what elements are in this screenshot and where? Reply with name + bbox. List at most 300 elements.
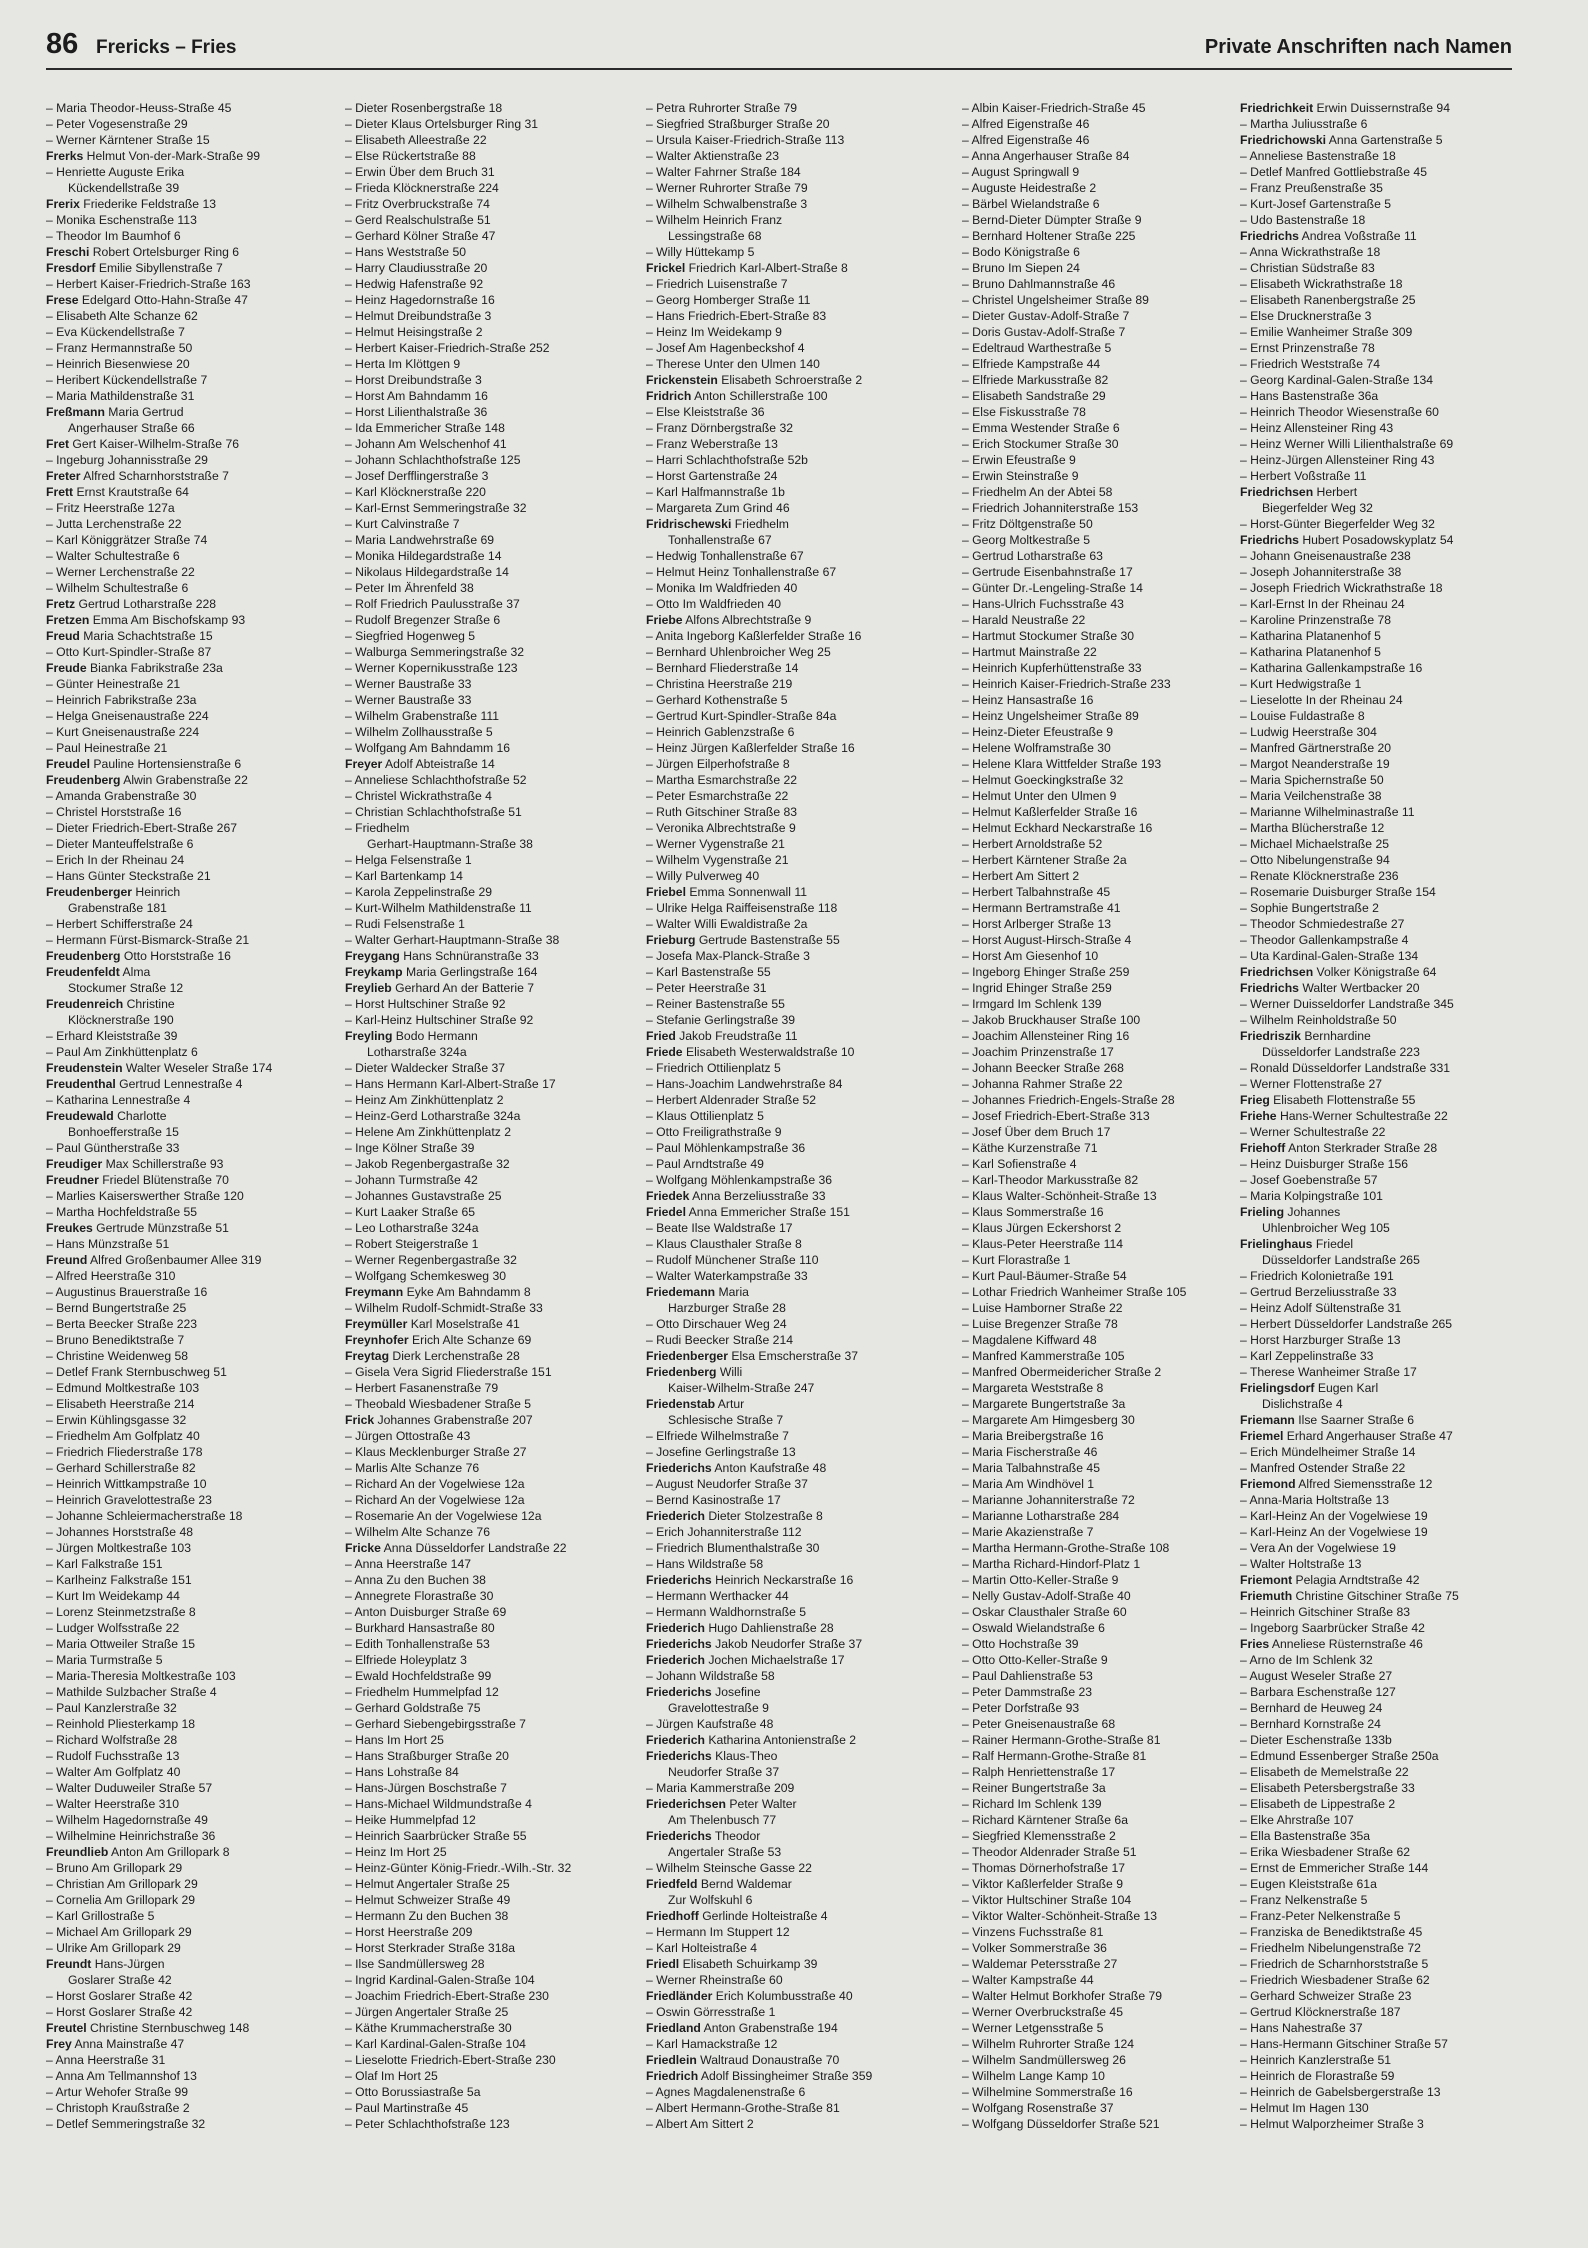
entry-text: – Werner Duisseldorfer Landstraße 345 — [1240, 997, 1454, 1011]
surname: Friederichsen — [646, 1797, 726, 1811]
directory-entry — [345, 788, 627, 804]
directory-entry — [646, 1476, 928, 1492]
directory-entry — [1240, 676, 1522, 692]
entry-text: – Siegfried Hogenweg 5 — [345, 629, 476, 643]
directory-entry — [1240, 1316, 1522, 1332]
directory-entry — [646, 1876, 928, 1892]
entry-text: – Elfriede Markusstraße 82 — [962, 373, 1109, 387]
entry-text: – Wilhelm Ruhrorter Straße 124 — [962, 2037, 1135, 2051]
directory-entry — [962, 644, 1244, 660]
directory-entry — [345, 516, 627, 532]
directory-entry — [962, 564, 1244, 580]
directory-entry — [1240, 900, 1522, 916]
directory-entry — [646, 852, 928, 868]
directory-entry — [646, 628, 928, 644]
directory-entry — [1240, 1812, 1522, 1828]
entry-text: Gertrude Bastenstraße 55 — [695, 933, 840, 947]
directory-entry — [345, 372, 627, 388]
entry-text: – Marianne Wilhelminastraße 11 — [1240, 805, 1415, 819]
directory-entry — [345, 1604, 627, 1620]
directory-entry — [962, 340, 1244, 356]
entry-text: – Horst Goslarer Straße 42 — [46, 1989, 193, 2003]
entry-text: – Karl Zeppelinstraße 33 — [1240, 1349, 1374, 1363]
entry-text: – Horst August-Hirsch-Straße 4 — [962, 933, 1132, 947]
directory-entry — [345, 884, 627, 900]
directory-entry — [46, 692, 328, 708]
directory-entry — [345, 1396, 627, 1412]
entry-text: – Werner Regenbergastraße 32 — [345, 1253, 517, 1267]
surname: Friedek — [646, 1189, 690, 1203]
entry-text: – Gerhard Schillerstraße 82 — [46, 1461, 196, 1475]
entry-text: – Ulrike Helga Raiffeisenstraße 118 — [646, 901, 838, 915]
entry-text: Gertrude Münzstraße 51 — [92, 1221, 229, 1235]
entry-text: – Wilhelm Alte Schanze 76 — [345, 1525, 490, 1539]
entry-text: Alfred Siemensstraße 12 — [1295, 1477, 1433, 1491]
entry-text: – Heinz Ungelsheimer Straße 89 — [962, 709, 1139, 723]
directory-entry — [646, 452, 928, 468]
directory-entry — [1240, 1876, 1522, 1892]
directory-entry — [46, 724, 328, 740]
directory-entry — [962, 1316, 1244, 1332]
entry-text: – Maria Ottweiler Straße 15 — [46, 1637, 196, 1651]
directory-entry — [1240, 1988, 1522, 2004]
directory-entry — [46, 372, 328, 388]
directory-entry — [646, 212, 928, 228]
entry-text: – Fritz Overbruckstraße 74 — [345, 197, 490, 211]
entry-text: – Georg Moltkestraße 5 — [962, 533, 1091, 547]
directory-entry — [46, 1428, 328, 1444]
directory-entry — [1240, 1508, 1522, 1524]
entry-text: – Rudi Beecker Straße 214 — [646, 1333, 794, 1347]
directory-column-3 — [646, 100, 928, 2132]
entry-text: Klöcknerstraße 190 — [68, 1013, 174, 1027]
entry-text: – Uta Kardinal-Galen-Straße 134 — [1240, 949, 1419, 963]
directory-entry — [962, 884, 1244, 900]
entry-text: – Friedhelm An der Abtei 58 — [962, 485, 1113, 499]
entry-text: – Gertrud Kurt-Spindler-Straße 84a — [646, 709, 837, 723]
directory-entry — [1240, 452, 1522, 468]
directory-entry — [46, 1972, 328, 1988]
entry-text: – Wilhelm Sandmüllersweg 26 — [962, 2053, 1126, 2067]
entry-text: – Helene Wolframstraße 30 — [962, 741, 1111, 755]
directory-entry — [1240, 564, 1522, 580]
entry-text: – Otto Kurt-Spindler-Straße 87 — [46, 645, 212, 659]
directory-entry — [1240, 836, 1522, 852]
entry-text: – Johannes Friedrich-Engels-Straße 28 — [962, 1093, 1175, 1107]
surname: Friedenberger — [646, 1349, 728, 1363]
directory-entry — [1240, 1204, 1522, 1220]
directory-entry — [1240, 660, 1522, 676]
entry-text: Johannes — [1284, 1205, 1341, 1219]
directory-entry — [345, 612, 627, 628]
directory-entry — [962, 1620, 1244, 1636]
entry-text: – Heike Hummelpfad 12 — [345, 1813, 476, 1827]
entry-text: Pelagia Arndtstraße 42 — [1292, 1573, 1420, 1587]
entry-text: – Lieselotte Friedrich-Ebert-Straße 230 — [345, 2053, 556, 2067]
directory-entry — [46, 1620, 328, 1636]
entry-text: Tonhallenstraße 67 — [668, 533, 772, 547]
directory-entry — [962, 324, 1244, 340]
directory-entry — [46, 1716, 328, 1732]
entry-text: – Erwin Steinstraße 9 — [962, 469, 1079, 483]
entry-text: Helmut Von-der-Mark-Straße 99 — [83, 149, 261, 163]
entry-text: – Maria Kolpingstraße 101 — [1240, 1189, 1383, 1203]
directory-entry — [962, 980, 1244, 996]
entry-text: – Helene Am Zinkhüttenplatz 2 — [345, 1125, 511, 1139]
directory-entry — [345, 1908, 627, 1924]
directory-entry — [345, 852, 627, 868]
entry-text: – Karl Falkstraße 151 — [46, 1557, 163, 1571]
entry-text: – Anna Heerstraße 31 — [46, 2053, 166, 2067]
entry-text: Ilse Saarner Straße 6 — [1294, 1413, 1415, 1427]
entry-text: – Dieter Waldecker Straße 37 — [345, 1061, 506, 1075]
entry-text: Bernhardine — [1300, 1029, 1371, 1043]
directory-entry — [345, 228, 627, 244]
directory-entry — [345, 1732, 627, 1748]
directory-entry — [962, 1268, 1244, 1284]
surname: Freudenthal — [46, 1077, 116, 1091]
entry-text: – Gertrude Eisenbahnstraße 17 — [962, 565, 1133, 579]
entry-text: – Horst Heerstraße 209 — [345, 1925, 473, 1939]
directory-entry — [962, 1524, 1244, 1540]
entry-text: – Margot Neanderstraße 19 — [1240, 757, 1390, 771]
entry-text: – Elisabeth Alte Schanze 62 — [46, 309, 198, 323]
entry-text: Dieter Stolzestraße 8 — [704, 1509, 823, 1523]
directory-entry — [962, 708, 1244, 724]
directory-entry — [345, 452, 627, 468]
surname: Friedfeld — [646, 1877, 698, 1891]
entry-text: – Karl Königgrätzer Straße 74 — [46, 533, 208, 547]
entry-text: – Martha Juliusstraße 6 — [1240, 117, 1368, 131]
entry-text: – Willy Hüttekamp 5 — [646, 245, 755, 259]
entry-text: Anton Am Grillopark 8 — [108, 1845, 230, 1859]
directory-entry — [646, 1300, 928, 1316]
entry-text: – Werner Baustraße 33 — [345, 693, 472, 707]
entry-text: – Karoline Prinzenstraße 78 — [1240, 613, 1392, 627]
entry-text: – Christel Wickrathstraße 4 — [345, 789, 492, 803]
entry-text: Kaiser-Wilhelm-Straße 247 — [668, 1381, 815, 1395]
entry-text: – Kurt Paul-Bäumer-Straße 54 — [962, 1269, 1127, 1283]
entry-text: – Oswald Wielandstraße 6 — [962, 1621, 1105, 1635]
entry-text: – Karl Kardinal-Galen-Straße 104 — [345, 2037, 526, 2051]
entry-text: – Heinz-Gerd Lotharstraße 324a — [345, 1109, 521, 1123]
entry-text: – Johann Turmstraße 42 — [345, 1173, 478, 1187]
directory-entry — [46, 1172, 328, 1188]
section-title: Private Anschriften nach Namen — [1204, 36, 1512, 58]
entry-text: – Burkhard Hansastraße 80 — [345, 1621, 495, 1635]
entry-text: Hubert Posadowskyplatz 54 — [1298, 533, 1454, 547]
entry-text: – Petra Ruhrorter Straße 79 — [646, 101, 798, 115]
entry-text: Maria — [715, 1285, 749, 1299]
directory-entry — [962, 2004, 1244, 2020]
entry-text: – Helmut Heinz Tonhallenstraße 67 — [646, 565, 837, 579]
directory-entry — [46, 308, 328, 324]
entry-text: Schlesische Straße 7 — [668, 1413, 784, 1427]
entry-text: – Walter Fahrner Straße 184 — [646, 165, 801, 179]
entry-text: – Dieter Gustav-Adolf-Straße 7 — [962, 309, 1130, 323]
directory-entry — [646, 756, 928, 772]
directory-entry — [646, 436, 928, 452]
entry-text: Christine Sternbuschweg 148 — [86, 2021, 250, 2035]
entry-text: – Klaus Walter-Schönheit-Straße 13 — [962, 1189, 1157, 1203]
directory-entry — [962, 468, 1244, 484]
directory-entry — [646, 1940, 928, 1956]
directory-entry — [345, 2116, 627, 2132]
entry-text: – Jürgen Ottostraße 43 — [345, 1429, 471, 1443]
directory-entry — [46, 1540, 328, 1556]
entry-text: – Helmut Im Hagen 130 — [1240, 2101, 1369, 2115]
entry-text: – Anna Heerstraße 147 — [345, 1557, 472, 1571]
entry-text: – Bernhard Holtener Straße 225 — [962, 229, 1136, 243]
directory-entry — [345, 1428, 627, 1444]
directory-entry — [962, 2084, 1244, 2100]
entry-text: Hugo Dahlienstraße 28 — [704, 1621, 834, 1635]
surname: Fresdorf — [46, 261, 96, 275]
entry-text: Bodo Hermann — [392, 1029, 478, 1043]
directory-entry — [345, 1700, 627, 1716]
directory-entry — [1240, 1908, 1522, 1924]
entry-text: Am Thelenbusch 77 — [668, 1813, 777, 1827]
directory-entry — [962, 1332, 1244, 1348]
directory-entry — [962, 1444, 1244, 1460]
directory-entry — [962, 1396, 1244, 1412]
entry-text: – Peter Gneisenaustraße 68 — [962, 1717, 1116, 1731]
entry-text: – Paul Güntherstraße 33 — [46, 1141, 180, 1155]
surname: Friemond — [1240, 1477, 1296, 1491]
directory-entry — [1240, 132, 1522, 148]
directory-entry — [962, 1508, 1244, 1524]
entry-text: Erich Alte Schanze 69 — [408, 1333, 532, 1347]
entry-text: – Franz Preußenstraße 35 — [1240, 181, 1383, 195]
directory-entry — [962, 1140, 1244, 1156]
surname: Fretzen — [46, 613, 90, 627]
entry-text: Alfred Großenbaumer Allee 319 — [87, 1253, 262, 1267]
surname: Friedriszik — [1240, 1029, 1301, 1043]
entry-text: Anna Düsseldorfer Landstraße 22 — [380, 1541, 567, 1555]
entry-text: Anton Schillerstraße 100 — [691, 389, 828, 403]
directory-entry — [1240, 1028, 1522, 1044]
directory-entry — [646, 1988, 928, 2004]
entry-text: – Karl-Heinz An der Vogelwiese 19 — [1240, 1525, 1428, 1539]
entry-text: Emma Am Bischofskamp 93 — [89, 613, 246, 627]
directory-entry — [646, 372, 928, 388]
directory-entry — [345, 1796, 627, 1812]
entry-text: – Peter Heerstraße 31 — [646, 981, 767, 995]
entry-text: – Oskar Clausthaler Straße 60 — [962, 1605, 1127, 1619]
entry-text: – Anita Ingeborg Kaßlerfelder Straße 16 — [646, 629, 862, 643]
directory-entry — [46, 628, 328, 644]
entry-text: – Friedrich Wiesbadener Straße 62 — [1240, 1973, 1430, 1987]
directory-entry — [1240, 612, 1522, 628]
directory-column-5 — [1240, 100, 1522, 2132]
directory-entry — [962, 1348, 1244, 1364]
directory-entry — [46, 1700, 328, 1716]
entry-text: – Erika Wiesbadener Straße 62 — [1240, 1845, 1411, 1859]
surname: Freudenberger — [46, 885, 133, 899]
entry-text: – Klaus Clausthaler Straße 8 — [646, 1237, 802, 1251]
directory-entry — [646, 1252, 928, 1268]
directory-entry — [962, 2052, 1244, 2068]
directory-entry — [1240, 1268, 1522, 1284]
entry-text: – Berta Beecker Straße 223 — [46, 1317, 198, 1331]
entry-text: – Heinz Hansastraße 16 — [962, 693, 1094, 707]
directory-entry — [1240, 852, 1522, 868]
directory-entry — [1240, 308, 1522, 324]
directory-entry — [46, 596, 328, 612]
entry-text: Gertrud Lotharstraße 228 — [75, 597, 217, 611]
entry-text: – Bernd Kasinostraße 17 — [646, 1493, 781, 1507]
directory-entry — [46, 1908, 328, 1924]
entry-text: – Hans-Michael Wildmundstraße 4 — [345, 1797, 532, 1811]
directory-entry — [962, 1668, 1244, 1684]
directory-entry — [646, 884, 928, 900]
directory-entry — [345, 868, 627, 884]
directory-column-1 — [46, 100, 328, 2132]
entry-text: – Erich Stockumer Straße 30 — [962, 437, 1119, 451]
entry-text: – Wolfgang Schemkesweg 30 — [345, 1269, 507, 1283]
entry-text: – Herbert Kaiser-Friedrich-Straße 163 — [46, 277, 251, 291]
entry-text: Jochen Michaelstraße 17 — [704, 1653, 845, 1667]
entry-text: – Hans Hermann Karl-Albert-Straße 17 — [345, 1077, 556, 1091]
entry-text: – Maria Veilchenstraße 38 — [1240, 789, 1382, 803]
directory-entry — [962, 628, 1244, 644]
entry-text: Herbert — [1313, 485, 1358, 499]
surname: Friede — [646, 1045, 683, 1059]
entry-text: – Werner Letgensstraße 5 — [962, 2021, 1104, 2035]
directory-entry — [46, 804, 328, 820]
directory-entry — [345, 964, 627, 980]
entry-text: – Günter Heinestraße 21 — [46, 677, 181, 691]
directory-entry — [646, 1108, 928, 1124]
entry-text: – Heinrich Kaiser-Friedrich-Straße 233 — [962, 677, 1171, 691]
entry-text: Gerhart-Hauptmann-Straße 38 — [367, 837, 533, 851]
directory-entry — [646, 1636, 928, 1652]
directory-entry — [345, 628, 627, 644]
directory-entry — [1240, 180, 1522, 196]
directory-entry — [46, 164, 328, 180]
directory-entry — [646, 1956, 928, 1972]
directory-entry — [46, 1668, 328, 1684]
entry-text: – Ralph Henriettenstraße 17 — [962, 1765, 1116, 1779]
directory-entry — [962, 1556, 1244, 1572]
entry-text: – Erwin Efeustraße 9 — [962, 453, 1076, 467]
directory-entry — [646, 1844, 928, 1860]
directory-entry — [46, 964, 328, 980]
entry-text: – Olaf Im Hort 25 — [345, 2069, 438, 2083]
directory-entry — [646, 996, 928, 1012]
surname: Frerks — [46, 149, 84, 163]
entry-text: – Bärbel Wielandstraße 6 — [962, 197, 1100, 211]
directory-entry — [1240, 436, 1522, 452]
directory-entry — [1240, 1380, 1522, 1396]
page-header — [46, 28, 1512, 70]
surname: Freukes — [46, 1221, 93, 1235]
directory-entry — [1240, 1412, 1522, 1428]
entry-text: – Elfriede Holeyplatz 3 — [345, 1653, 467, 1667]
entry-text: – Wilhelm Schultestraße 6 — [46, 581, 189, 595]
entry-text: – Walter Duduweiler Straße 57 — [46, 1781, 213, 1795]
entry-text: – Walter Aktienstraße 23 — [646, 149, 779, 163]
entry-text: Maria Gerlingstraße 164 — [402, 965, 538, 979]
entry-text: – Hedwig Tonhallenstraße 67 — [646, 549, 804, 563]
entry-text: – Otto Freiligrathstraße 9 — [646, 1125, 782, 1139]
entry-text: – Heinz Im Weidekamp 9 — [646, 325, 782, 339]
surname: Fretz — [46, 597, 76, 611]
entry-text: – Peter Dorfstraße 93 — [962, 1701, 1080, 1715]
entry-text: – Georg Kardinal-Galen-Straße 134 — [1240, 373, 1434, 387]
directory-entry — [962, 932, 1244, 948]
directory-entry — [345, 1620, 627, 1636]
surname: Freudewald — [46, 1109, 114, 1123]
entry-text: Dislichstraße 4 — [1262, 1397, 1343, 1411]
directory-entry — [962, 996, 1244, 1012]
entry-text: – Wolfgang Düsseldorfer Straße 521 — [962, 2117, 1160, 2131]
entry-text: – Klaus Sommerstraße 16 — [962, 1205, 1104, 1219]
entry-text: Pauline Hortensienstraße 6 — [90, 757, 242, 771]
entry-text: Friedel Blütenstraße 70 — [98, 1173, 229, 1187]
entry-text: Gravelottestraße 9 — [668, 1701, 769, 1715]
entry-text: Gertrud Lennestraße 4 — [115, 1077, 243, 1091]
directory-entry — [46, 1332, 328, 1348]
entry-text: – Martin Otto-Keller-Straße 9 — [962, 1573, 1119, 1587]
directory-entry — [646, 1556, 928, 1572]
directory-entry — [46, 452, 328, 468]
directory-entry — [1240, 1700, 1522, 1716]
directory-entry — [1240, 1780, 1522, 1796]
directory-entry — [345, 1764, 627, 1780]
entry-text: – Dieter Eschenstraße 133b — [1240, 1733, 1392, 1747]
entry-text: – Werner Ruhrorter Straße 79 — [646, 181, 808, 195]
entry-text: – Manfred Obermeidericher Straße 2 — [962, 1365, 1162, 1379]
entry-text: – Heinrich Gitschiner Straße 83 — [1240, 1605, 1411, 1619]
entry-text: Heinrich Neckarstraße 16 — [711, 1573, 854, 1587]
directory-entry — [46, 612, 328, 628]
directory-entry — [46, 788, 328, 804]
directory-entry — [962, 1204, 1244, 1220]
entry-text: – Horst Dreibundstraße 3 — [345, 373, 482, 387]
entry-text: – Heinrich Kupferhüttenstraße 33 — [962, 661, 1142, 675]
entry-text: – Heinz Im Hort 25 — [345, 1845, 447, 1859]
entry-text: – Peter Schlachthofstraße 123 — [345, 2117, 510, 2131]
entry-text: – Joseph Friedrich Wickrathstraße 18 — [1240, 581, 1443, 595]
entry-text: – Horst Arlberger Straße 13 — [962, 917, 1112, 931]
directory-entry — [646, 1044, 928, 1060]
entry-text: – Hans Wildstraße 58 — [646, 1557, 764, 1571]
directory-entry — [646, 932, 928, 948]
entry-text: Maria Gertrud — [104, 405, 184, 419]
directory-entry — [646, 708, 928, 724]
entry-text: – Christel Ungelsheimer Straße 89 — [962, 293, 1149, 307]
surname: Freter — [46, 469, 81, 483]
directory-entry — [962, 244, 1244, 260]
directory-entry — [345, 772, 627, 788]
directory-entry — [46, 1108, 328, 1124]
entry-text: – Franz Hermannstraße 50 — [46, 341, 193, 355]
directory-entry — [345, 244, 627, 260]
directory-entry — [345, 1284, 627, 1300]
directory-entry — [962, 180, 1244, 196]
entry-text: Willi — [716, 1365, 743, 1379]
entry-text: – Karl Sofienstraße 4 — [962, 1157, 1077, 1171]
directory-entry — [646, 1316, 928, 1332]
surname: Frickel — [646, 261, 686, 275]
directory-entry — [345, 1380, 627, 1396]
directory-entry — [646, 1892, 928, 1908]
entry-text: Neudorfer Straße 37 — [668, 1765, 780, 1779]
directory-entry — [1240, 1460, 1522, 1476]
entry-text: – Otto Otto-Keller-Straße 9 — [962, 1653, 1108, 1667]
directory-entry — [962, 868, 1244, 884]
